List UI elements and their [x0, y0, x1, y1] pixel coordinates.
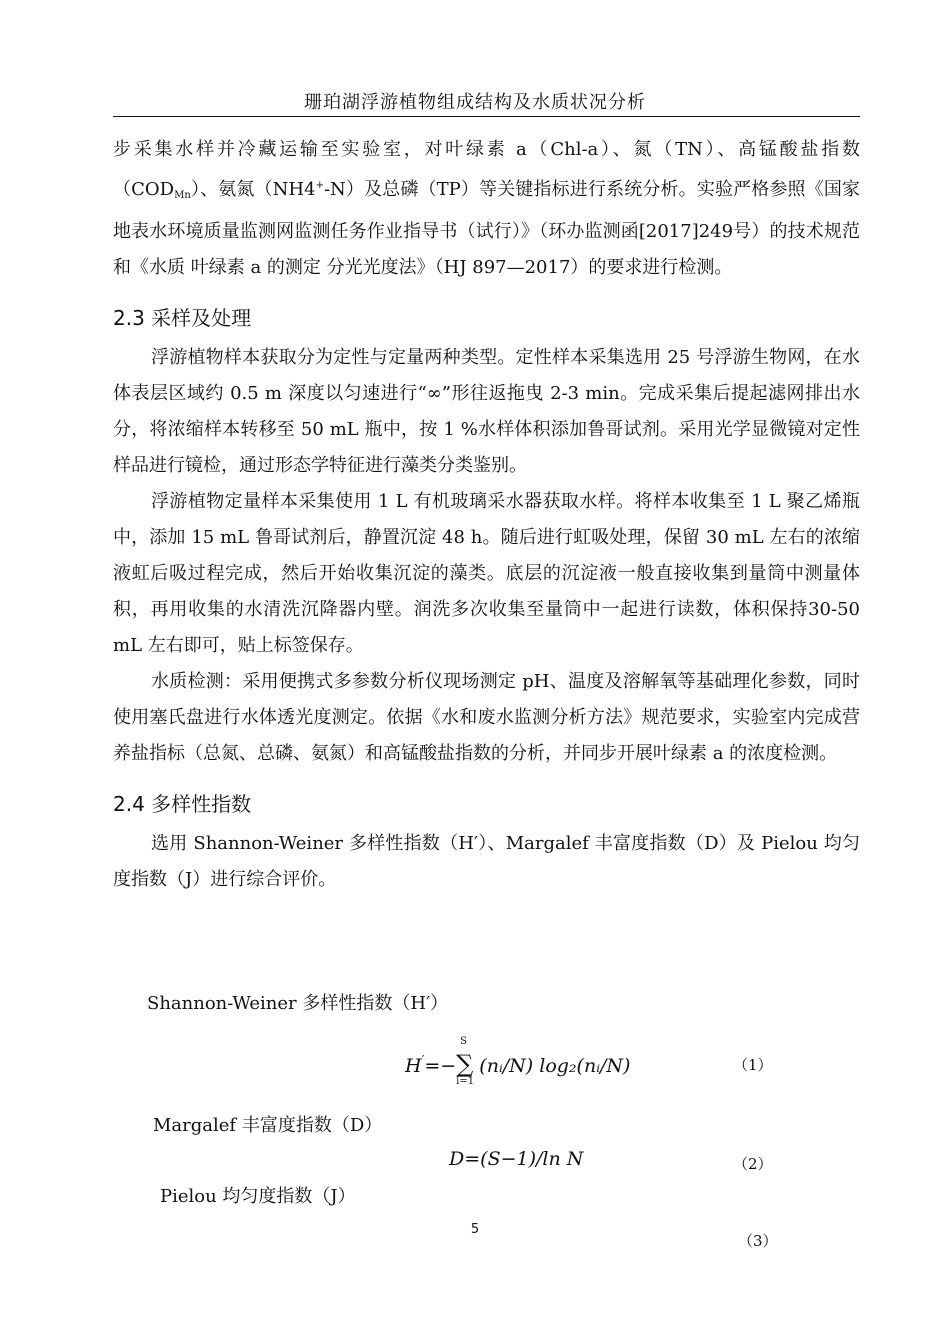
paragraph-quantitative-sampling: 浮游植物定量样本采集使用 1 L 有机玻璃采水器获取水样。将样本收集至 1 L 聚乙烯瓶中，添加 15 mL 鲁哥试剂后，静置沉淀 48 h。随后进行虹吸处理，保留 30 mL 左右的浓缩液虹后吸过程完成，然后开始收集沉淀的藻类。底层的沉淀液一般直接收集到量筒中测量体积，再用收集的水清洗沉降器内壁。润洗多次收集至量筒中一起进行读数，体积保持30-50 mL 左右即可，贴上标签保存。: [113, 491, 860, 656]
summation-symbol: ∑ S i=1: [456, 1036, 475, 1087]
header-divider: [113, 116, 860, 117]
paragraph-diversity-intro: 选用 Shannon-Weiner 多样性指数（H′）、Margalef 丰富度指数（D）及 Pielou 均匀度指数（J）进行综合评价。: [113, 833, 860, 890]
section-heading-2-4: 2.4 多样性指数: [113, 792, 252, 816]
p1-text-c: -N）及总磷（TP）等关键指标进行系统分析。实验严格参照《国家地表水环境质量监测网监测任务作业指导书（试行）》（环办监测函[2017]249号）的技术规范和《水质 叶绿素 a 的测定 分光光度法》（HJ 897—2017）的要求进行检测。: [113, 179, 860, 278]
eq1-lhs: H: [405, 1055, 422, 1077]
equation-number-2: （2）: [733, 1155, 773, 1173]
formula-label-shannon: Shannon-Weiner 多样性指数（H′）: [147, 993, 449, 1014]
sum-upper-limit: S: [460, 1036, 468, 1047]
equation-margalef: D=(S−1)/ln N: [449, 1148, 584, 1170]
sum-lower-limit: i=1: [456, 1076, 475, 1087]
p1-superscript: +: [315, 180, 324, 191]
eq1-equals: =−: [424, 1055, 457, 1077]
paragraph-lab-analysis: [113, 132, 860, 286]
p1-text-a: 步采集水样并冷藏运输至实验室，对叶绿素 a（Chl-a）、氮（TN）、高锰酸盐指数（COD: [113, 139, 860, 200]
page-number: 5: [470, 1222, 480, 1237]
formula-label-pielou: Pielou 均匀度指数（J）: [160, 1186, 356, 1207]
formula-label-margalef: Margalef 丰富度指数（D）: [153, 1115, 383, 1136]
equation-number-1: （1）: [733, 1056, 773, 1074]
section-heading-2-3: 2.3 采样及处理: [113, 306, 252, 330]
eq1-prime: ′: [421, 1053, 425, 1067]
equation-number-3: （3）: [738, 1232, 778, 1250]
eq1-body: (nᵢ/N) log₂(nᵢ/N): [479, 1055, 631, 1077]
paragraph-water-quality: 水质检测：采用便携式多参数分析仪现场测定 pH、温度及溶解氧等基础理化参数，同时使用塞氏盘进行水体透光度测定。依据《水和废水监测分析方法》规范要求，实验室内完成营养盐指标（总氮、总磷、氨氮）和高锰酸盐指数的分析，并同步开展叶绿素 a 的浓度检测。: [113, 671, 860, 764]
p1-subscript: Mn: [174, 190, 191, 201]
equation-shannon: [405, 1036, 631, 1087]
p1-text-b: ）、氨氮（NH4: [190, 179, 316, 200]
page-body: [113, 132, 860, 898]
running-header-title: 珊珀湖浮游植物组成结构及水质状况分析: [304, 92, 646, 113]
paragraph-qualitative-sampling: 浮游植物样本获取分为定性与定量两种类型。定性样本采集选用 25 号浮游生物网，在水体表层区域约 0.5 m 深度以匀速进行“∞”形往返拖曳 2-3 min。完成采集后提起滤网排出水分，将浓缩样本转移至 50 mL 瓶中，按 1 %水样体积添加鲁哥试剂。采用光学显微镜对定性样品进行镜检，通过形态学特征进行藻类分类鉴别。: [113, 347, 860, 476]
